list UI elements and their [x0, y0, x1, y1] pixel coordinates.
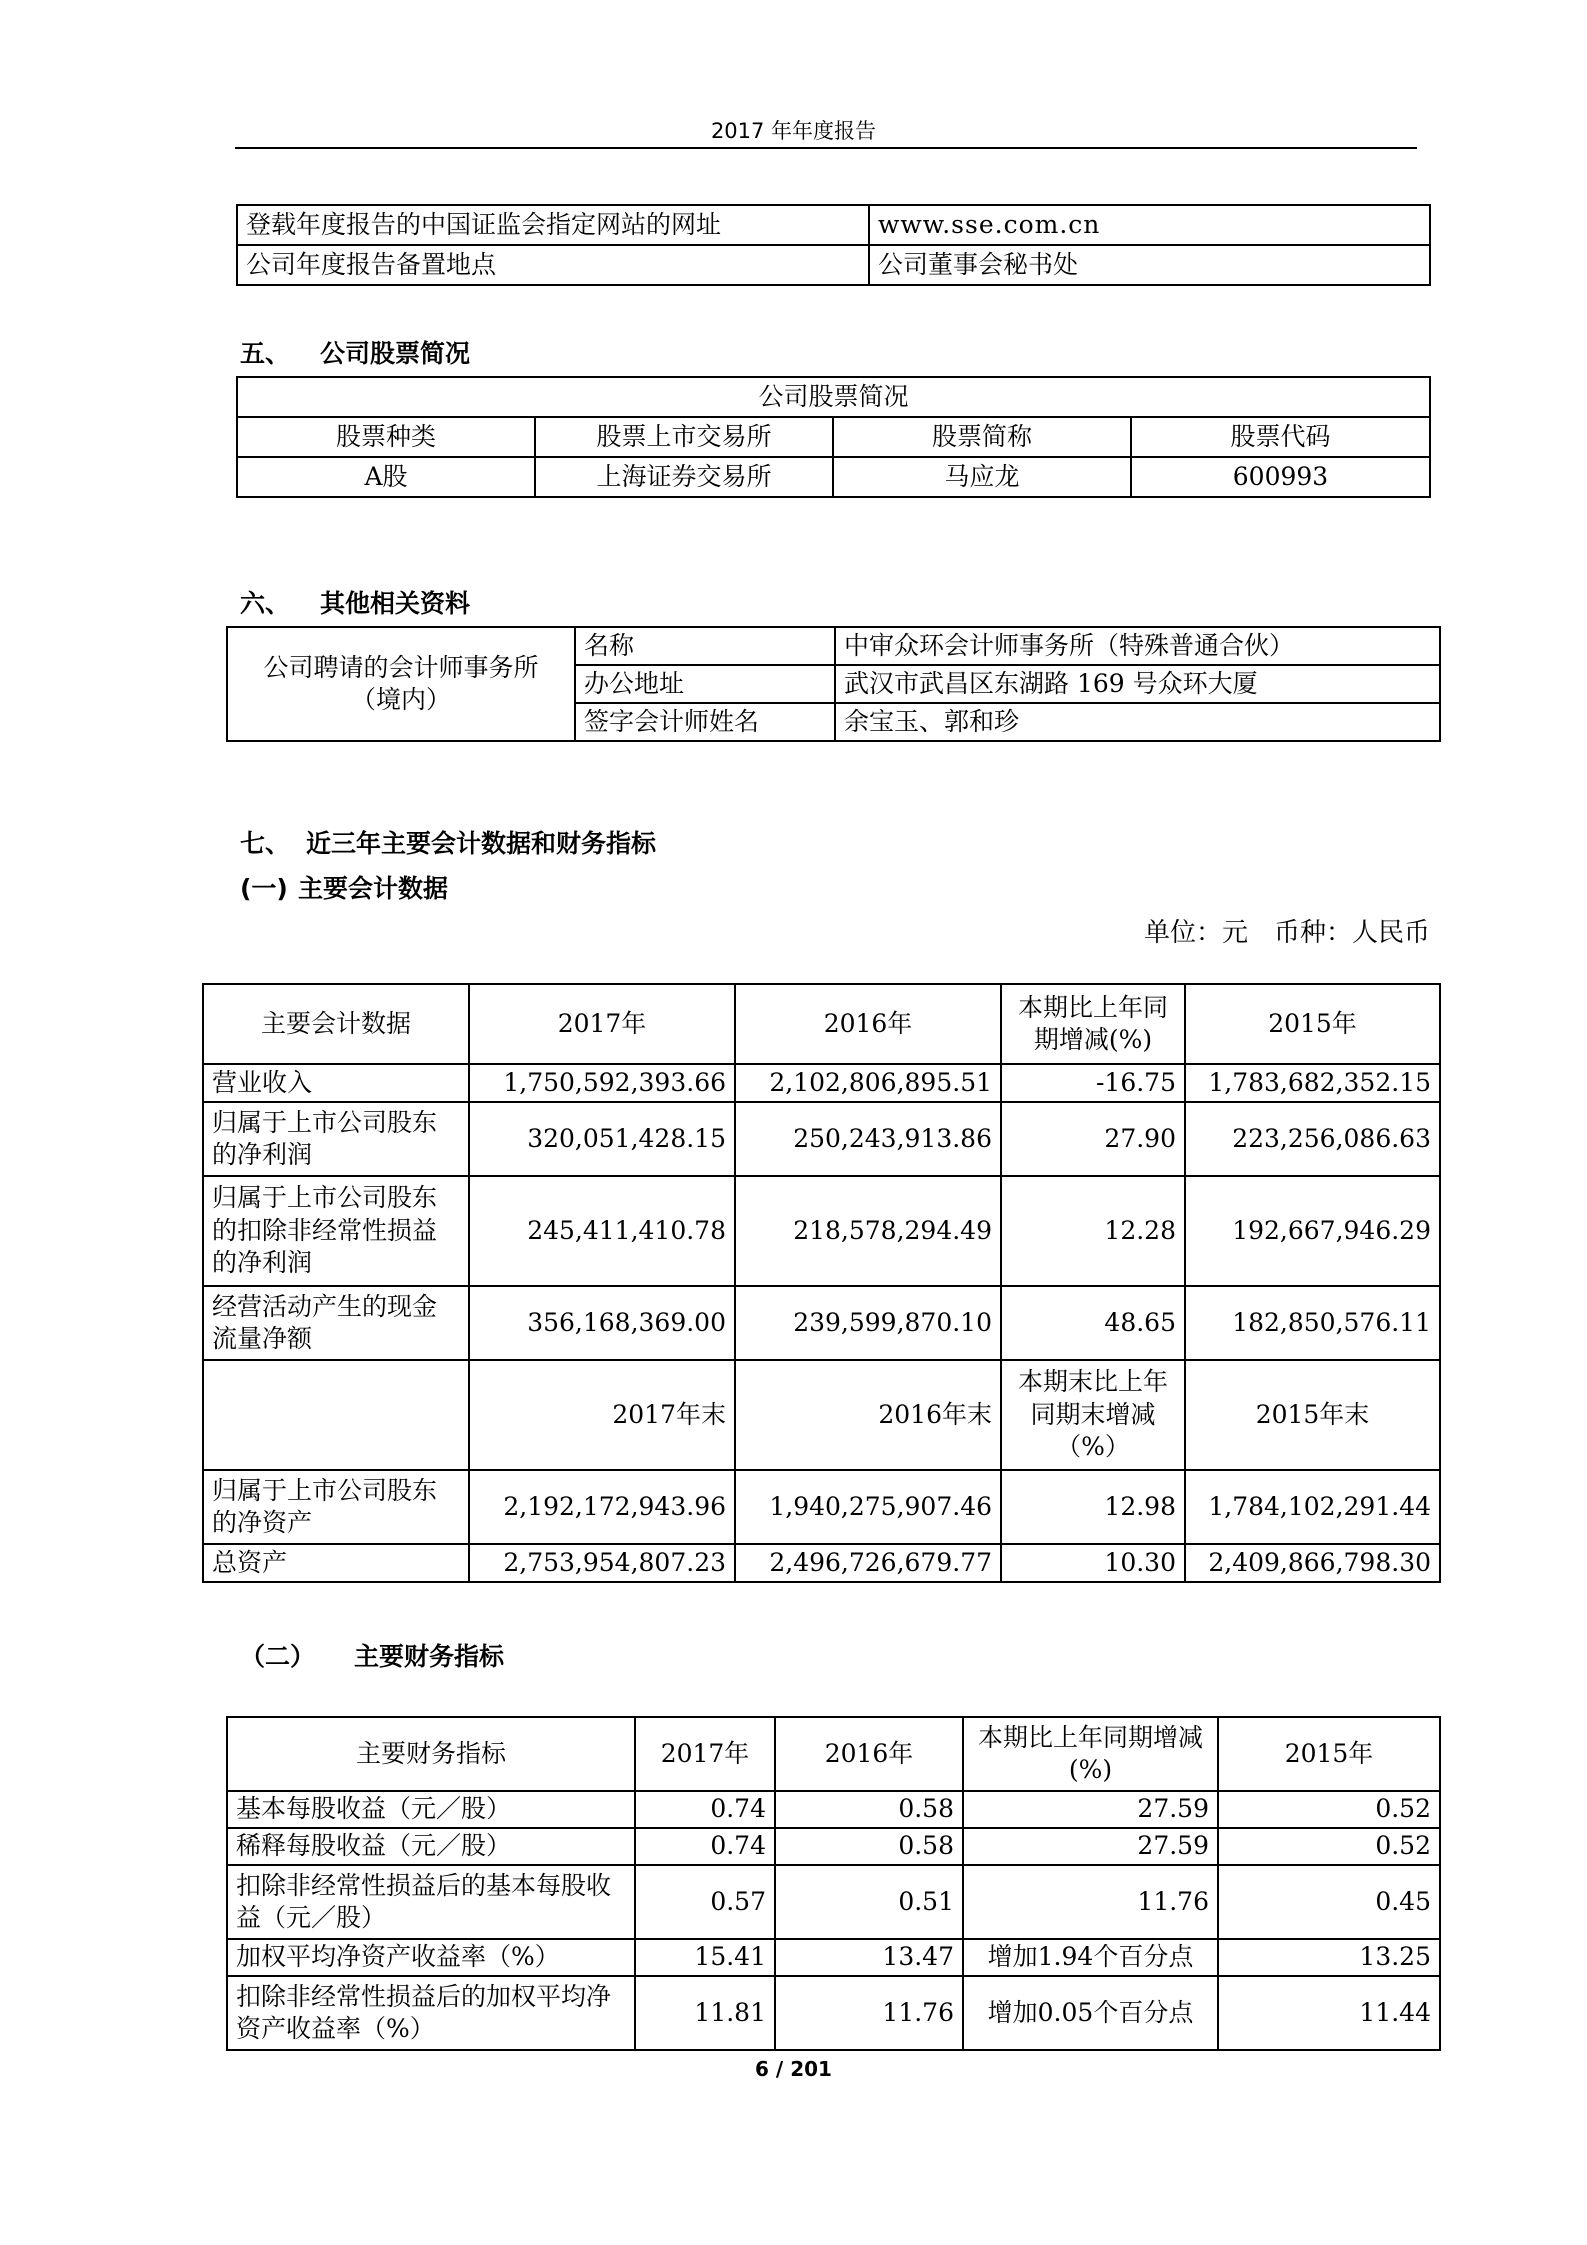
column-header: 2016年末 [735, 1360, 1001, 1470]
table-cell: 0.52 [1218, 1791, 1440, 1828]
column-header: 股票上市交易所 [535, 417, 833, 457]
row-label: 经营活动产生的现金流量净额 [203, 1286, 469, 1360]
info-value: www.sse.com.cn [869, 205, 1430, 245]
table-cell: 1,750,592,393.66 [469, 1064, 735, 1102]
page-number: 6 / 201 [755, 2057, 832, 2081]
column-header: 本期末比上年同期末增减（%） [1001, 1360, 1185, 1470]
table-cell: 356,168,369.00 [469, 1286, 735, 1360]
table-row [237, 457, 1430, 497]
column-header: 2016年 [735, 984, 1001, 1064]
row-label: 营业收入 [203, 1064, 469, 1102]
table-row [203, 1176, 1440, 1286]
column-header: 2017年末 [469, 1360, 735, 1470]
table-header-row [237, 417, 1430, 457]
section-title: 其他相关资料 [320, 589, 471, 618]
table-row [227, 1865, 1440, 1939]
table-cell: 1,940,275,907.46 [735, 1470, 1001, 1544]
table-cell: 2,192,172,943.96 [469, 1470, 735, 1544]
accounting-data-table [202, 983, 1441, 1583]
table-cell: 11.81 [635, 1976, 775, 2050]
table-cell: 192,667,946.29 [1185, 1176, 1440, 1286]
table-cell: 增加0.05个百分点 [963, 1976, 1218, 2050]
subsection-number: （二） [240, 1642, 316, 1671]
header-divider [235, 147, 1417, 149]
table-cell: 15.41 [635, 1939, 775, 1976]
table-cell: 0.51 [775, 1865, 963, 1939]
field-value: 中审众环会计师事务所（特殊普通合伙） [835, 627, 1440, 665]
table-header-row [227, 1717, 1440, 1791]
table-cell: 48.65 [1001, 1286, 1185, 1360]
table-row [237, 245, 1430, 285]
table-cell: 0.74 [635, 1828, 775, 1865]
table-cell: 27.90 [1001, 1102, 1185, 1176]
table-row [203, 1286, 1440, 1360]
subsection-1-heading [240, 869, 448, 905]
table-cell: 0.58 [775, 1828, 963, 1865]
subsection-2-heading [240, 1637, 504, 1673]
section-number: 五、 [240, 339, 291, 368]
table-cell: 12.28 [1001, 1176, 1185, 1286]
table-row [227, 1791, 1440, 1828]
table-cell: 239,599,870.10 [735, 1286, 1001, 1360]
column-header: 2016年 [775, 1717, 963, 1791]
column-header: 2017年 [469, 984, 735, 1064]
label-line: （境内） [350, 685, 451, 714]
table-cell: 27.59 [963, 1791, 1218, 1828]
table-cell: 320,051,428.15 [469, 1102, 735, 1176]
table-cell: 223,256,086.63 [1185, 1102, 1440, 1176]
page-header-title: 2017 年年度报告 [710, 119, 877, 143]
table-cell: 13.25 [1218, 1939, 1440, 1976]
section-title: 公司股票简况 [320, 339, 471, 368]
accounting-firm-table [226, 626, 1441, 742]
table-row [227, 1976, 1440, 2050]
table-cell: 马应龙 [833, 457, 1131, 497]
table-cell: 2,102,806,895.51 [735, 1064, 1001, 1102]
table-cell: 27.59 [963, 1828, 1218, 1865]
info-value: 公司董事会秘书处 [869, 245, 1430, 285]
table-cell: 2,496,726,679.77 [735, 1544, 1001, 1582]
section-number: 七、 [240, 829, 291, 858]
table-cell: 10.30 [1001, 1544, 1185, 1582]
unit-currency-note: 单位：元 币种：人民币 [1143, 918, 1430, 948]
column-header [203, 1360, 469, 1470]
table-row [237, 377, 1430, 417]
table-cell: 0.57 [635, 1865, 775, 1939]
section-6-heading [240, 584, 470, 620]
table-row [203, 1470, 1440, 1544]
column-header: 股票代码 [1131, 417, 1430, 457]
table-cell: 1,784,102,291.44 [1185, 1470, 1440, 1544]
row-label: 加权平均净资产收益率（%） [227, 1939, 635, 1976]
row-label: 扣除非经常性损益后的基本每股收益（元／股） [227, 1865, 635, 1939]
column-header: 2015年 [1218, 1717, 1440, 1791]
table-cell: 11.44 [1218, 1976, 1440, 2050]
table-cell: 2,409,866,798.30 [1185, 1544, 1440, 1582]
table-cell: 13.47 [775, 1939, 963, 1976]
stock-info-table [236, 376, 1431, 498]
column-header: 主要会计数据 [203, 984, 469, 1064]
table-cell: -16.75 [1001, 1064, 1185, 1102]
table-cell: 增加1.94个百分点 [963, 1939, 1218, 1976]
table-cell: 2,753,954,807.23 [469, 1544, 735, 1582]
report-info-table [236, 204, 1431, 286]
table-cell: 11.76 [963, 1865, 1218, 1939]
table-cell: 182,850,576.11 [1185, 1286, 1440, 1360]
subsection-title: 主要会计数据 [298, 874, 449, 903]
column-header: 2015年末 [1185, 1360, 1440, 1470]
section-7-heading [240, 824, 656, 860]
table-cell: 1,783,682,352.15 [1185, 1064, 1440, 1102]
table-cell: 218,578,294.49 [735, 1176, 1001, 1286]
table-cell: 245,411,410.78 [469, 1176, 735, 1286]
row-label: 扣除非经常性损益后的加权平均净资产收益率（%） [227, 1976, 635, 2050]
info-label: 公司年度报告备置地点 [237, 245, 869, 285]
row-label: 总资产 [203, 1544, 469, 1582]
row-label: 归属于上市公司股东的扣除非经常性损益的净利润 [203, 1176, 469, 1286]
field-label: 办公地址 [575, 665, 835, 703]
field-value: 余宝玉、郭和珍 [835, 703, 1440, 741]
table-header-row [203, 984, 1440, 1064]
table-cell: 0.52 [1218, 1828, 1440, 1865]
table-row [203, 1064, 1440, 1102]
financial-indicators-table [226, 1716, 1441, 2051]
table-row [227, 627, 1440, 665]
table-row [203, 1102, 1440, 1176]
column-header: 主要财务指标 [227, 1717, 635, 1791]
subsection-number: (一) [240, 874, 288, 903]
row-label: 归属于上市公司股东的净利润 [203, 1102, 469, 1176]
info-label: 登载年度报告的中国证监会指定网站的网址 [237, 205, 869, 245]
table-cell: 11.76 [775, 1976, 963, 2050]
table-row [227, 1939, 1440, 1976]
row-label: 归属于上市公司股东的净资产 [203, 1470, 469, 1544]
table-cell: 上海证券交易所 [535, 457, 833, 497]
table-row [203, 1544, 1440, 1582]
table-cell: 0.74 [635, 1791, 775, 1828]
table-header-row [203, 1360, 1440, 1470]
table-title: 公司股票简况 [237, 377, 1430, 417]
column-header: 2017年 [635, 1717, 775, 1791]
column-header: 股票种类 [237, 417, 535, 457]
section-5-heading [240, 334, 470, 370]
column-header: 本期比上年同期增减(%) [963, 1717, 1218, 1791]
section-title: 近三年主要会计数据和财务指标 [306, 829, 657, 858]
field-label: 名称 [575, 627, 835, 665]
field-value: 武汉市武昌区东湖路 169 号众环大厦 [835, 665, 1440, 703]
section-number: 六、 [240, 589, 291, 618]
field-label: 签字会计师姓名 [575, 703, 835, 741]
table-cell: 0.58 [775, 1791, 963, 1828]
column-header: 2015年 [1185, 984, 1440, 1064]
accounting-firm-label [227, 627, 575, 741]
column-header: 本期比上年同期增减(%) [1001, 984, 1185, 1064]
table-cell: A股 [237, 457, 535, 497]
subsection-title: 主要财务指标 [354, 1642, 505, 1671]
table-cell: 250,243,913.86 [735, 1102, 1001, 1176]
table-cell: 600993 [1131, 457, 1430, 497]
label-line: 公司聘请的会计师事务所 [263, 652, 539, 682]
table-row [237, 205, 1430, 245]
column-header: 股票简称 [833, 417, 1131, 457]
table-row [227, 1828, 1440, 1865]
table-cell: 12.98 [1001, 1470, 1185, 1544]
row-label: 稀释每股收益（元／股） [227, 1828, 635, 1865]
row-label: 基本每股收益（元／股） [227, 1791, 635, 1828]
table-cell: 0.45 [1218, 1865, 1440, 1939]
